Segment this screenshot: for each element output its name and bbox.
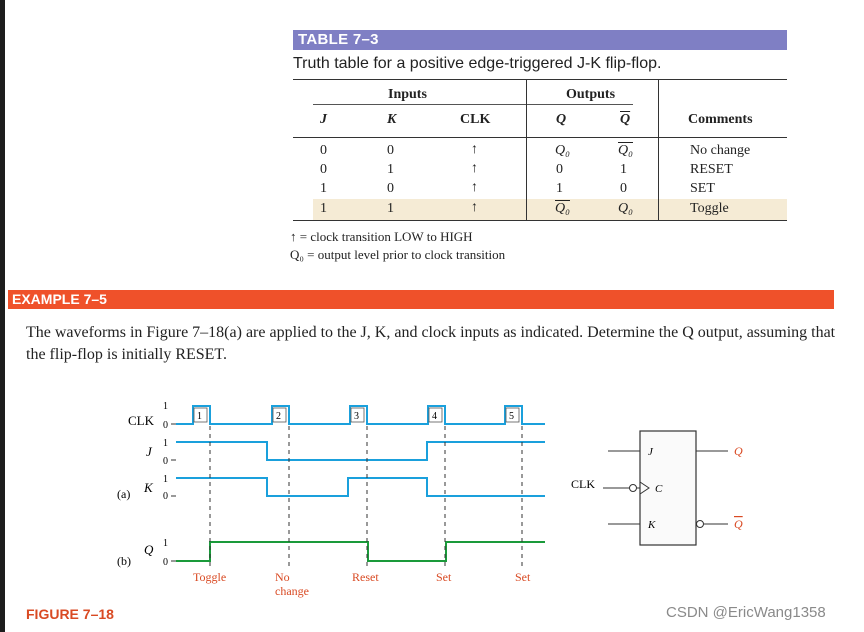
- ff-label-j: J: [648, 446, 653, 458]
- pulse-number: 2: [276, 411, 281, 422]
- cell-comment: No change: [690, 143, 751, 158]
- header-q: Q: [556, 112, 567, 127]
- ff-label-k: K: [648, 519, 656, 531]
- table-divider-1: [526, 79, 527, 220]
- j-level-high: 1: [163, 438, 168, 449]
- timing-figure: [0, 390, 864, 604]
- label-q: Q: [144, 542, 154, 557]
- table-caption: Truth table for a positive edge-triggered J-K flip-flop.: [293, 55, 662, 72]
- cell-q: Q₀: [555, 201, 570, 216]
- clock-arrow-icon: ↑: [471, 142, 478, 157]
- cell-j: 0: [320, 162, 327, 177]
- cell-qbar: Q₀: [618, 201, 633, 216]
- table-bottom-rule: [293, 220, 787, 221]
- cell-j: 0: [320, 143, 327, 158]
- j-waveform: [176, 442, 545, 460]
- cell-q: 1: [556, 181, 563, 196]
- cell-j: 1: [320, 181, 327, 196]
- table-divider-2: [658, 79, 659, 220]
- example-label: EXAMPLE 7–5: [12, 291, 107, 307]
- label-j: J: [146, 444, 152, 459]
- table-group-rule: [313, 104, 633, 105]
- clk-level-high: 1: [163, 401, 168, 412]
- watermark: CSDN @EricWang1358: [666, 604, 826, 621]
- table-top-rule: [293, 79, 787, 80]
- k-level-low: 0: [163, 491, 168, 502]
- ff-label-c: C: [655, 483, 663, 495]
- cell-comment: Toggle: [690, 201, 729, 216]
- k-level-high: 1: [163, 474, 168, 485]
- header-inputs: Inputs: [388, 87, 427, 102]
- example-label-bar: [8, 290, 834, 309]
- pulse-number: 4: [432, 411, 437, 422]
- table-label: TABLE 7–3: [298, 31, 379, 48]
- annotation-toggle: Toggle: [193, 570, 227, 584]
- cell-qbar: Q₀: [618, 143, 633, 158]
- ff-clk-bubble: [630, 485, 637, 492]
- table-note-arrow: ↑ = clock transition LOW to HIGH: [290, 229, 473, 244]
- cell-q: Q₀: [555, 143, 570, 158]
- q-level-low: 0: [163, 557, 168, 568]
- figure-label: FIGURE 7–18: [26, 606, 114, 622]
- cell-qbar: 0: [620, 181, 627, 196]
- label-clk: CLK: [128, 413, 154, 428]
- cell-j: 1: [320, 201, 327, 216]
- q-level-high: 1: [163, 538, 168, 549]
- ff-qbar-output-label: Q: [734, 517, 743, 531]
- ff-clk-input-label: CLK: [571, 477, 595, 491]
- cell-k: 0: [387, 143, 394, 158]
- header-comments: Comments: [688, 112, 753, 127]
- pulse-number: 3: [354, 411, 359, 422]
- clock-arrow-icon: ↑: [471, 180, 478, 195]
- table-label-bar: [293, 30, 787, 50]
- label-part-a: (a): [117, 487, 131, 501]
- ff-inversion-bubble: [697, 521, 704, 528]
- label-part-b: (b): [117, 554, 131, 568]
- annotation-no: No: [275, 570, 290, 584]
- ff-q-output-label: Q: [734, 444, 743, 458]
- annotation-set: Set: [436, 570, 452, 584]
- cell-comment: RESET: [690, 162, 733, 177]
- header-clk: CLK: [460, 112, 491, 127]
- clk-level-low: 0: [163, 420, 168, 431]
- annotation-change: change: [275, 584, 309, 598]
- cell-k: 1: [387, 201, 394, 216]
- k-waveform: [176, 478, 545, 496]
- pulse-number: 1: [197, 411, 202, 422]
- cell-q: 0: [556, 162, 563, 177]
- j-level-low: 0: [163, 456, 168, 467]
- cell-k: 0: [387, 181, 394, 196]
- header-j: J: [320, 112, 327, 127]
- table-note-q0: Q₀ = output level prior to clock transition: [290, 247, 506, 262]
- cell-qbar: 1: [620, 162, 627, 177]
- header-qbar: $\overline{Q}$: [620, 112, 631, 127]
- cell-k: 1: [387, 162, 394, 177]
- clock-arrow-icon: ↑: [471, 200, 478, 215]
- example-text: The waveforms in Figure 7–18(a) are applied to the J, K, and clock inputs as indicated. Determine the Q output, assuming that the flip-flop is initially RESET.: [26, 324, 836, 363]
- q-waveform: [176, 542, 545, 561]
- clock-arrow-icon: ↑: [471, 161, 478, 176]
- annotation-reset: Reset: [352, 570, 379, 584]
- annotation-set: Set: [515, 570, 531, 584]
- table-header-rule: [293, 137, 787, 138]
- header-outputs: Outputs: [566, 87, 616, 102]
- label-k: K: [144, 480, 153, 495]
- pulse-number: 5: [509, 411, 514, 422]
- header-k: K: [387, 112, 397, 127]
- cell-comment: SET: [690, 181, 715, 196]
